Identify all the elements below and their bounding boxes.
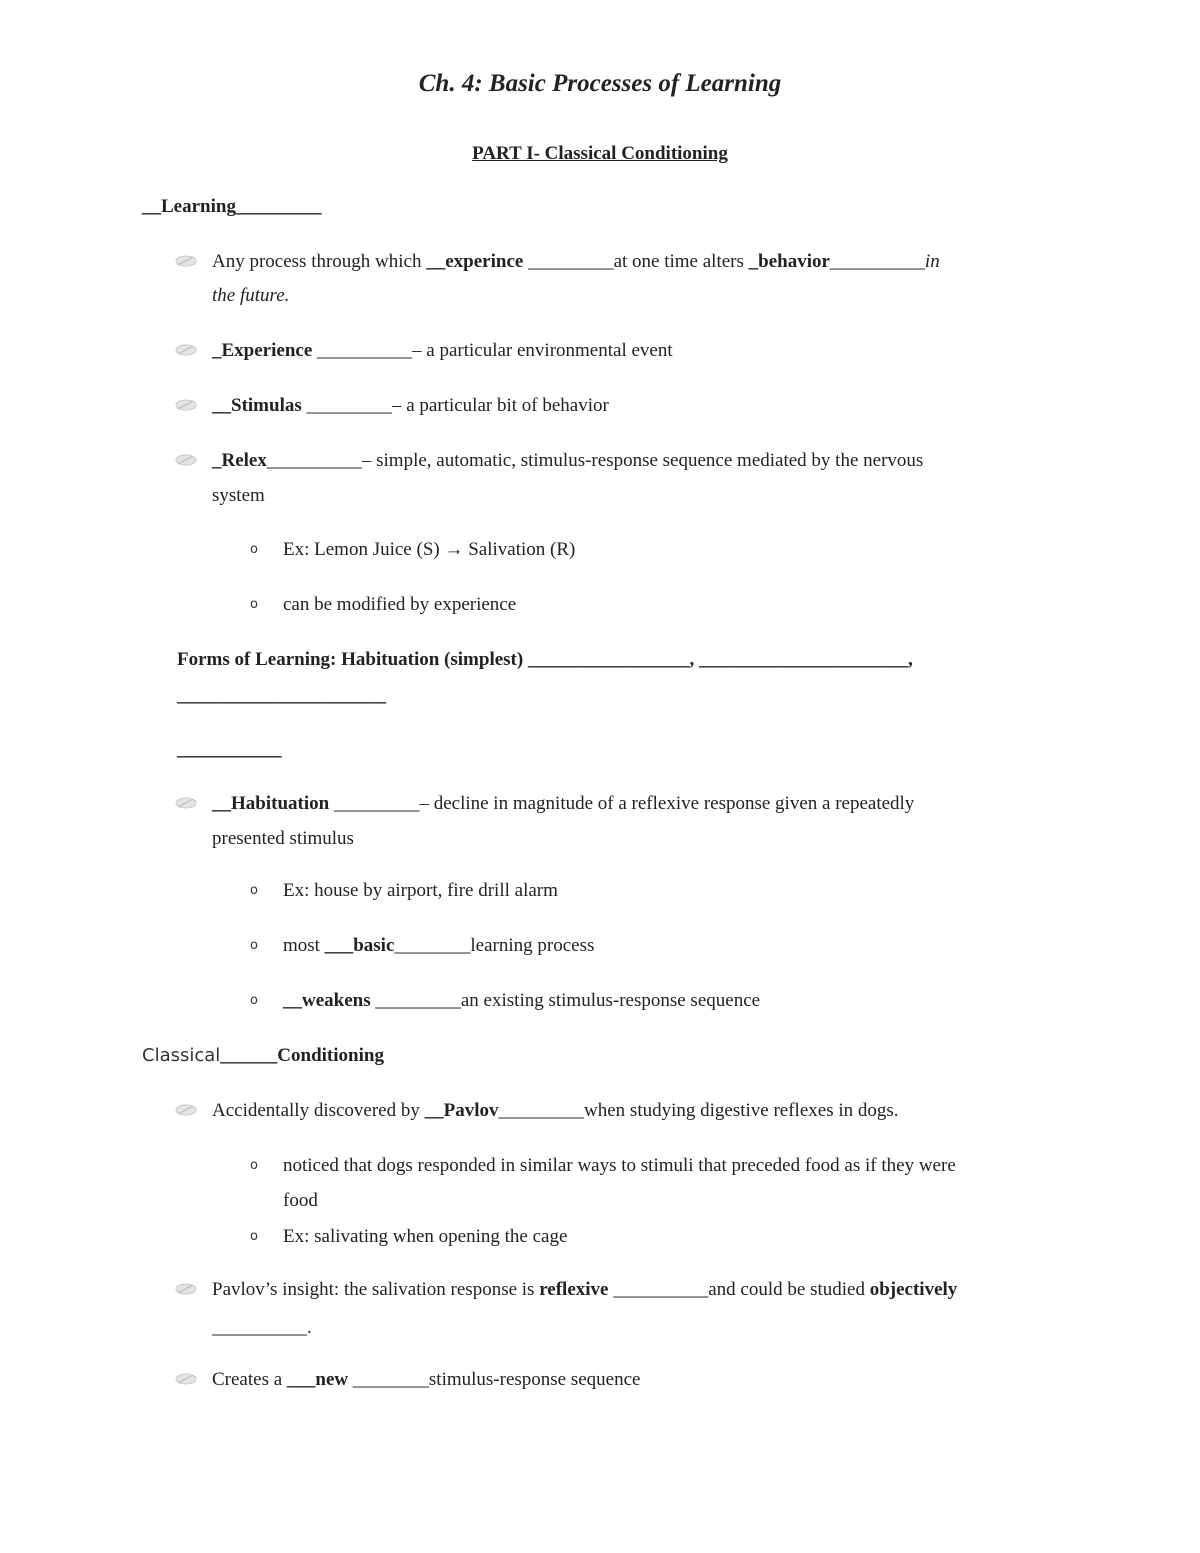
heading-text: Classical — [142, 1045, 221, 1066]
text: most — [283, 935, 325, 956]
circle-bullet-icon: o — [250, 938, 258, 953]
def-answer-experince: __experince — [426, 251, 529, 272]
creates-new — [212, 1368, 640, 1392]
definition-text: __________– simple, automatic, stimulus-response sequence mediated by the nervous — [266, 450, 924, 471]
feather-bullet-icon — [175, 343, 197, 357]
text: ________stimulus-response sequence — [352, 1369, 641, 1390]
text: _________an existing stimulus-response sequence — [375, 990, 761, 1011]
circle-bullet-icon: o — [250, 883, 258, 898]
def-blank: __________ — [829, 251, 925, 272]
habituation-example: Ex: house by airport, fire drill alarm — [283, 880, 558, 901]
def-text: in — [924, 251, 940, 272]
answer: ___new — [286, 1369, 353, 1390]
feather-bullet-icon — [175, 254, 197, 268]
forms-extra-blank: ___________ — [177, 739, 282, 760]
definition-text: _________– decline in magnitude of a reflexive response given a repeatedly — [333, 793, 915, 814]
answer: objectively — [869, 1279, 958, 1300]
insight-continuation: __________. — [212, 1317, 312, 1338]
answer: __weakens — [283, 990, 376, 1011]
relex-definition — [212, 449, 923, 473]
text: __________and could be studied — [613, 1279, 870, 1300]
feather-bullet-icon — [175, 1372, 197, 1386]
circle-bullet-icon: o — [250, 1158, 258, 1173]
feather-bullet-icon — [175, 1282, 197, 1296]
term: _Experience — [212, 340, 318, 361]
circle-bullet-icon: o — [250, 597, 258, 612]
habituation-definition — [212, 792, 914, 816]
definition-text: _________– a particular bit of behavior — [306, 395, 609, 416]
pavlov-example: Ex: salivating when opening the cage — [283, 1226, 568, 1247]
answer: __Pavlov — [424, 1100, 499, 1121]
page-title: Ch. 4: Basic Processes of Learning — [418, 70, 782, 97]
forms-of-learning: Forms of Learning: Habituation (simplest) _________________, ______________________, — [177, 649, 913, 670]
term: _Relex — [212, 450, 267, 471]
habituation-basic — [283, 934, 594, 958]
definition-continuation: presented stimulus — [212, 828, 354, 849]
experience-definition — [212, 339, 673, 363]
forms-continuation-blank: ______________________ — [177, 685, 386, 706]
answer: ___basic — [324, 935, 395, 956]
pavlov-discovery — [212, 1099, 899, 1123]
def-text: Any process through which — [212, 251, 427, 272]
part-heading: PART I- Classical Conditioning — [472, 143, 728, 164]
def-text: _________at one time alters — [528, 251, 749, 272]
feather-bullet-icon — [175, 796, 197, 810]
relex-note: can be modified by experience — [283, 594, 517, 615]
circle-bullet-icon: o — [250, 542, 258, 557]
heading-answer: ______Conditioning — [220, 1045, 384, 1066]
answer: reflexive — [539, 1279, 614, 1300]
definition-continuation: system — [212, 485, 265, 506]
learning-definition — [212, 250, 940, 274]
pavlov-noticed-continuation: food — [283, 1190, 318, 1211]
feather-bullet-icon — [175, 453, 197, 467]
def-answer-behavior: _behavior — [748, 251, 830, 272]
pavlov-insight — [212, 1278, 957, 1302]
text: Accidentally discovered by — [212, 1100, 425, 1121]
definition-text: __________– a particular environmental event — [317, 340, 673, 361]
feather-bullet-icon — [175, 1103, 197, 1117]
stimulas-definition — [212, 394, 609, 418]
circle-bullet-icon: o — [250, 993, 258, 1008]
def-continuation: the future. — [212, 285, 290, 306]
classical-heading — [142, 1044, 384, 1068]
text: ________learning process — [394, 935, 595, 956]
habituation-weakens — [283, 989, 760, 1013]
circle-bullet-icon: o — [250, 1229, 258, 1244]
learning-heading: __Learning_________ — [142, 196, 322, 217]
feather-bullet-icon — [175, 398, 197, 412]
term: __Stimulas — [212, 395, 307, 416]
text: Creates a — [212, 1369, 287, 1390]
relex-example: Ex: Lemon Juice (S) → Salivation (R) — [283, 539, 576, 560]
term: __Habituation — [212, 793, 334, 814]
text: _________when studying digestive reflexes in dogs. — [498, 1100, 899, 1121]
pavlov-noticed: noticed that dogs responded in similar ways to stimuli that preceded food as if they were — [283, 1155, 956, 1176]
text: Pavlov’s insight: the salivation response is — [212, 1279, 540, 1300]
